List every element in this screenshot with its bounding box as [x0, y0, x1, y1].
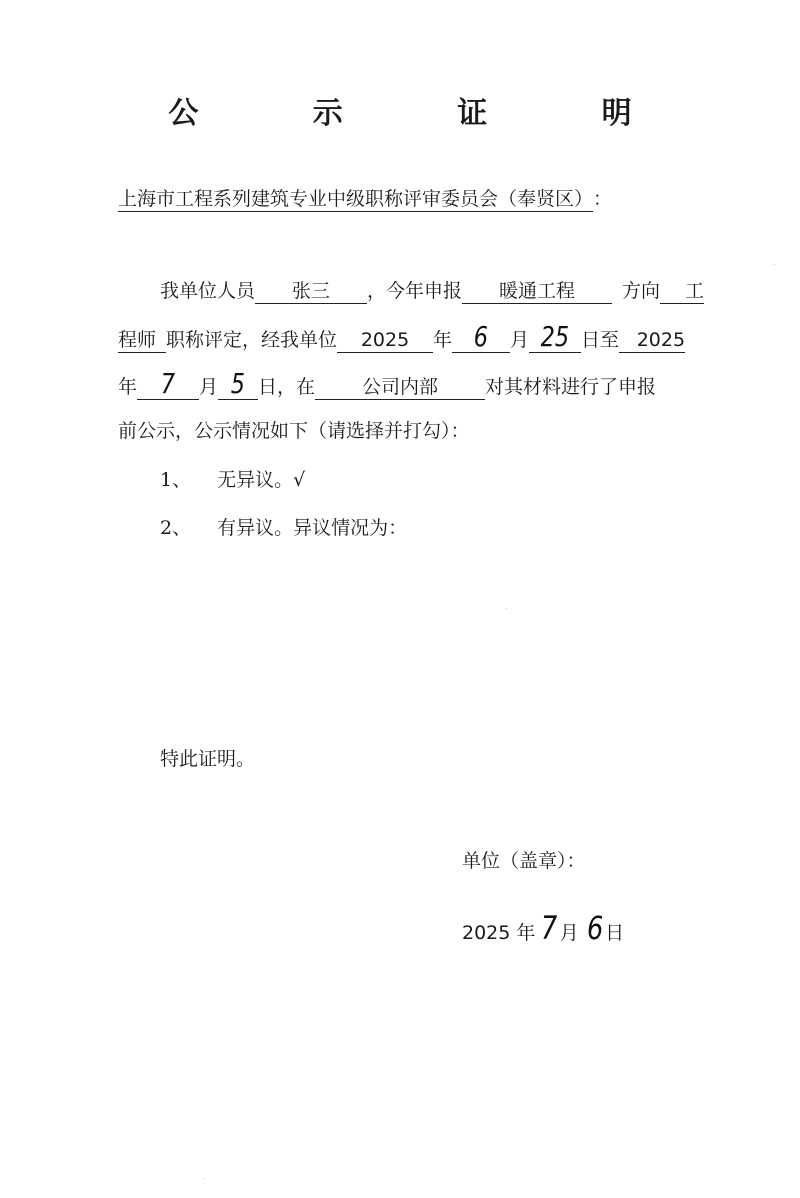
publicity-place: 公司内部 [315, 375, 485, 400]
para-line-1 [160, 278, 704, 304]
signature-date [462, 909, 625, 947]
document-title: 公 示 证 明 [168, 96, 684, 131]
text-direction: 方向 [622, 280, 661, 302]
sign-year: 2025 [462, 922, 511, 944]
para-line-3 [118, 367, 657, 400]
para-line-4 [118, 418, 470, 444]
addressee: 上海市工程系列建筑专业中级职称评审委员会（奉贤区） [118, 188, 594, 210]
option-1 [160, 467, 305, 493]
option-1-text: 无异议。 [217, 469, 294, 491]
text-day-to: 日至 [581, 329, 620, 351]
scan-speck [204, 1178, 205, 1179]
closing-statement: 特此证明。 [160, 748, 256, 770]
para-line-2 [118, 320, 686, 353]
scan-speck [506, 608, 507, 609]
apply-field: 暖通工程 [462, 279, 612, 304]
sign-month-label: 月 [559, 922, 579, 944]
scan-speck [774, 264, 775, 265]
publicity-end-month: 7 [160, 367, 176, 400]
text-title-evaluation: 职称评定，经我单位 [166, 329, 338, 351]
option-2-text: 有异议。异议情况为： [217, 517, 408, 539]
option-2-number: 2、 [160, 517, 192, 539]
publicity-end-day: 5 [230, 367, 246, 400]
addressee-colon: ： [593, 188, 613, 210]
text-apply-this-year: ，今年申报 [367, 280, 463, 302]
text-my-unit-staff: 我单位人员 [160, 280, 256, 302]
sign-year-label: 年 [516, 922, 536, 944]
text-month-2: 月 [199, 376, 219, 398]
checkmark-icon: √ [293, 469, 306, 491]
option-2 [160, 515, 407, 541]
publicity-end-year: 2025 [619, 328, 685, 353]
publicity-start-year: 2025 [337, 328, 433, 353]
text-materials-reported: 对其材料进行了申报 [485, 376, 657, 398]
sign-day-label: 日 [605, 922, 625, 944]
option-1-number: 1、 [160, 469, 192, 491]
publicity-start-month: 6 [473, 320, 489, 353]
text-publicity-status: 前公示，公示情况如下（请选择并打勾）： [118, 420, 470, 442]
text-day-at: 日，在 [258, 376, 316, 398]
text-year-2: 年 [118, 376, 138, 398]
addressee-line [118, 186, 612, 212]
apply-title-part2: 程师 [118, 328, 166, 353]
applicant-name: 张三 [255, 279, 367, 304]
text-year: 年 [433, 329, 453, 351]
apply-title-part1: 工 [660, 279, 704, 304]
sign-month: 7 [541, 909, 558, 947]
seal-label: 单位（盖章）： [462, 850, 586, 872]
publicity-start-day: 25 [540, 320, 570, 353]
text-month: 月 [510, 329, 530, 351]
sign-day: 6 [586, 909, 604, 947]
